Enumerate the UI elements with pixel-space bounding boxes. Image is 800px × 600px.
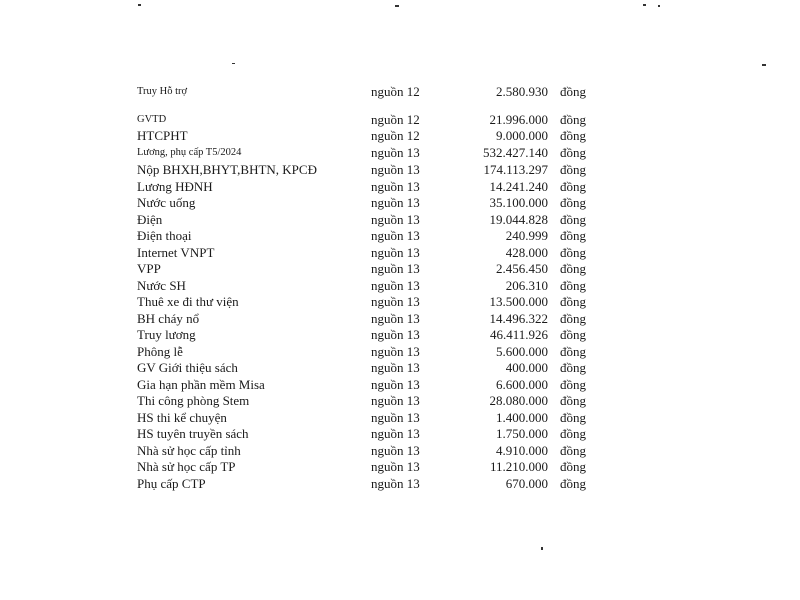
row-unit: đồng xyxy=(560,410,586,425)
row-source: nguồn 13 xyxy=(371,360,420,375)
row-source: nguồn 13 xyxy=(371,245,420,260)
table-row xyxy=(0,145,800,161)
row-source: nguồn 13 xyxy=(371,443,420,458)
scan-speck xyxy=(658,5,660,7)
row-unit: đồng xyxy=(560,393,586,408)
table-row xyxy=(0,393,800,409)
scan-speck xyxy=(643,4,646,6)
row-source: nguồn 13 xyxy=(371,145,420,160)
table-row xyxy=(0,228,800,244)
scan-speck xyxy=(395,5,399,7)
row-unit: đồng xyxy=(560,195,586,210)
table-row xyxy=(0,84,800,100)
row-unit: đồng xyxy=(560,84,586,99)
row-source: nguồn 13 xyxy=(371,426,420,441)
row-amount: 19.044.828 xyxy=(489,212,548,227)
row-item-label: Phông lễ xyxy=(137,344,183,359)
row-item-label: Truy lương xyxy=(137,327,196,342)
row-source: nguồn 13 xyxy=(371,179,420,194)
row-item-label: Lương HĐNH xyxy=(137,179,213,194)
row-amount: 9.000.000 xyxy=(496,128,548,143)
row-item-label: Lương, phụ cấp T5/2024 xyxy=(137,147,242,158)
row-item-label: Nhà sử học cấp TP xyxy=(137,459,236,474)
table-row xyxy=(0,459,800,475)
row-unit: đồng xyxy=(560,311,586,326)
table-row xyxy=(0,212,800,228)
row-item-label: Phụ cấp CTP xyxy=(137,476,206,491)
row-item-label: Truy Hỗ trợ xyxy=(137,86,188,97)
row-amount: 14.241.240 xyxy=(489,179,548,194)
table-row xyxy=(0,162,800,178)
row-amount: 6.600.000 xyxy=(496,377,548,392)
row-unit: đồng xyxy=(560,459,586,474)
row-item-label: Nộp BHXH,BHYT,BHTN, KPCĐ xyxy=(137,162,317,177)
row-unit: đồng xyxy=(560,261,586,276)
row-unit: đồng xyxy=(560,426,586,441)
row-amount: 13.500.000 xyxy=(489,294,548,309)
row-amount: 35.100.000 xyxy=(489,195,548,210)
row-amount: 428.000 xyxy=(505,245,548,260)
row-item-label: HS thi kể chuyện xyxy=(137,410,227,425)
row-unit: đồng xyxy=(560,128,586,143)
row-unit: đồng xyxy=(560,344,586,359)
row-source: nguồn 13 xyxy=(371,327,420,342)
row-amount: 5.600.000 xyxy=(496,344,548,359)
row-source: nguồn 12 xyxy=(371,128,420,143)
row-source: nguồn 13 xyxy=(371,344,420,359)
row-unit: đồng xyxy=(560,112,586,127)
row-unit: đồng xyxy=(560,294,586,309)
row-amount: 240.999 xyxy=(505,228,548,243)
row-source: nguồn 13 xyxy=(371,195,420,210)
row-item-label: Nước SH xyxy=(137,278,186,293)
table-row xyxy=(0,410,800,426)
table-row xyxy=(0,443,800,459)
row-item-label: Điện thoại xyxy=(137,228,192,243)
row-unit: đồng xyxy=(560,443,586,458)
row-item-label: Thuê xe đi thư viện xyxy=(137,294,239,309)
row-source: nguồn 13 xyxy=(371,476,420,491)
scan-speck xyxy=(762,64,766,66)
row-source: nguồn 13 xyxy=(371,294,420,309)
row-unit: đồng xyxy=(560,327,586,342)
row-amount: 400.000 xyxy=(505,360,548,375)
row-amount: 174.113.297 xyxy=(483,162,548,177)
table-row xyxy=(0,278,800,294)
row-amount: 206.310 xyxy=(505,278,548,293)
scan-speck xyxy=(232,63,235,64)
row-amount: 1.750.000 xyxy=(496,426,548,441)
row-item-label: Điện xyxy=(137,212,163,227)
table-row xyxy=(0,294,800,310)
row-item-label: VPP xyxy=(137,261,161,276)
table-row xyxy=(0,245,800,261)
row-source: nguồn 13 xyxy=(371,377,420,392)
row-source: nguồn 13 xyxy=(371,311,420,326)
row-unit: đồng xyxy=(560,162,586,177)
row-source: nguồn 13 xyxy=(371,410,420,425)
row-item-label: Nhà sử học cấp tỉnh xyxy=(137,443,241,458)
row-item-label: Nước uống xyxy=(137,195,196,210)
row-amount: 28.080.000 xyxy=(489,393,548,408)
row-amount: 4.910.000 xyxy=(496,443,548,458)
table-row xyxy=(0,476,800,492)
row-unit: đồng xyxy=(560,245,586,260)
table-row xyxy=(0,179,800,195)
row-unit: đồng xyxy=(560,228,586,243)
row-item-label: GVTD xyxy=(137,114,167,125)
row-amount: 2.580.930 xyxy=(496,84,548,99)
row-source: nguồn 13 xyxy=(371,228,420,243)
row-source: nguồn 13 xyxy=(371,162,420,177)
table-row xyxy=(0,128,800,144)
row-amount: 670.000 xyxy=(505,476,548,491)
row-amount: 532.427.140 xyxy=(483,145,548,160)
row-amount: 1.400.000 xyxy=(496,410,548,425)
row-amount: 21.996.000 xyxy=(489,112,548,127)
row-unit: đồng xyxy=(560,145,586,160)
row-unit: đồng xyxy=(560,278,586,293)
table-row xyxy=(0,195,800,211)
row-amount: 11.210.000 xyxy=(489,459,548,474)
table-row xyxy=(0,311,800,327)
row-item-label: GV Giới thiệu sách xyxy=(137,360,238,375)
row-source: nguồn 13 xyxy=(371,278,420,293)
row-unit: đồng xyxy=(560,377,586,392)
row-source: nguồn 13 xyxy=(371,393,420,408)
row-amount: 46.411.926 xyxy=(489,327,548,342)
row-amount: 2.456.450 xyxy=(496,261,548,276)
row-item-label: BH cháy nổ xyxy=(137,311,200,326)
table-row xyxy=(0,344,800,360)
row-source: nguồn 13 xyxy=(371,459,420,474)
table-row xyxy=(0,360,800,376)
row-source: nguồn 12 xyxy=(371,112,420,127)
table-row xyxy=(0,377,800,393)
row-source: nguồn 13 xyxy=(371,212,420,227)
table-row xyxy=(0,426,800,442)
scan-speck xyxy=(541,547,543,550)
table-row xyxy=(0,327,800,343)
row-source: nguồn 13 xyxy=(371,261,420,276)
row-unit: đồng xyxy=(560,476,586,491)
scan-speck xyxy=(138,4,141,6)
row-item-label: Internet VNPT xyxy=(137,245,215,260)
row-unit: đồng xyxy=(560,360,586,375)
row-source: nguồn 12 xyxy=(371,84,420,99)
row-unit: đồng xyxy=(560,179,586,194)
row-item-label: Thi công phòng Stem xyxy=(137,393,250,408)
row-amount: 14.496.322 xyxy=(489,311,548,326)
row-item-label: HTCPHT xyxy=(137,128,188,143)
row-item-label: Gia hạn phần mềm Misa xyxy=(137,377,265,392)
row-item-label: HS tuyên truyền sách xyxy=(137,426,249,441)
table-row xyxy=(0,112,800,128)
row-unit: đồng xyxy=(560,212,586,227)
table-row xyxy=(0,261,800,277)
